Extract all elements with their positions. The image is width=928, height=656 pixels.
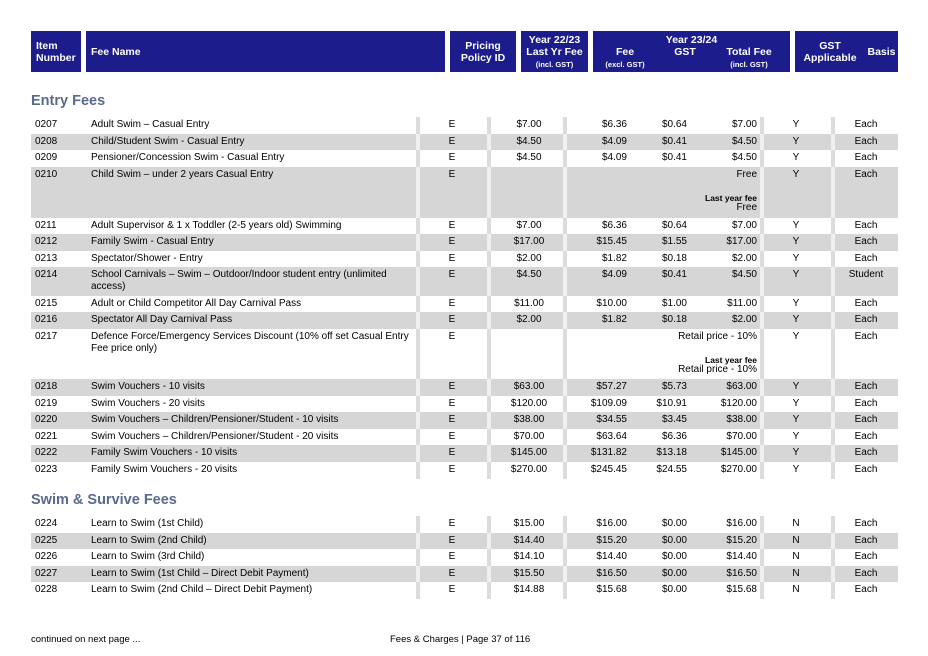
fee-excl-gst: $15.45 xyxy=(596,236,627,247)
gst-amount: $0.64 xyxy=(661,119,687,130)
basis: Each xyxy=(854,518,878,529)
header-last-year-sub: (incl. GST) xyxy=(535,60,574,69)
fee-name: Swim Vouchers - 10 visits xyxy=(91,381,205,392)
gst-applicable: Y xyxy=(792,220,800,231)
last-year-fee: $4.50 xyxy=(516,269,542,280)
fee-excl-gst: $6.36 xyxy=(601,220,627,231)
column-divider xyxy=(831,312,835,329)
total-fee: $7.00 xyxy=(731,119,757,130)
item-number: 0208 xyxy=(35,136,58,147)
header-total-sub: (incl. GST) xyxy=(730,60,768,69)
fee-excl-gst: $4.09 xyxy=(601,152,627,163)
fee-excl-gst: $4.09 xyxy=(601,136,627,147)
gst-amount: $0.41 xyxy=(661,136,687,147)
gst-applicable: N xyxy=(792,518,800,529)
item-number: 0215 xyxy=(35,298,58,309)
pricing-policy: E xyxy=(448,447,456,458)
fee-name: Learn to Swim (1st Child) xyxy=(91,518,204,529)
fee-name: Swim Vouchers - 20 visits xyxy=(91,398,205,409)
total-fee: $270.00 xyxy=(720,464,757,475)
fee-name: Swim Vouchers – Children/Pensioner/Student - 20 visits xyxy=(91,431,339,442)
item-number: 0224 xyxy=(35,518,58,529)
continued-note: continued on next page ... xyxy=(31,634,141,645)
pricing-policy: E xyxy=(448,518,456,529)
basis: Each xyxy=(854,169,878,180)
table-row xyxy=(31,396,898,412)
total-fee: $120.00 xyxy=(720,398,757,409)
header-fee-name: Fee Name xyxy=(86,31,445,72)
last-year-label: Last year fee xyxy=(705,193,757,203)
gst-applicable: Y xyxy=(792,314,800,325)
gst-amount: $5.73 xyxy=(661,381,687,392)
table-header xyxy=(31,31,898,72)
fee-excl-gst: $63.64 xyxy=(596,431,627,442)
pricing-policy: E xyxy=(448,551,456,562)
item-number: 0221 xyxy=(35,431,58,442)
gst-applicable: N xyxy=(792,551,800,562)
fee-excl-gst: $6.36 xyxy=(601,119,627,130)
pricing-policy: E xyxy=(448,152,456,163)
fee-name: Adult Swim – Casual Entry xyxy=(91,119,210,130)
gst-amount: $0.41 xyxy=(661,152,687,163)
fee-name: Family Swim - Casual Entry xyxy=(91,236,214,247)
total-fee: $14.40 xyxy=(726,551,757,562)
item-number: 0220 xyxy=(35,414,58,425)
last-year-fee: $2.00 xyxy=(516,314,542,325)
gst-applicable: Y xyxy=(792,398,800,409)
column-divider xyxy=(831,412,835,429)
column-divider xyxy=(831,251,835,267)
item-number: 0211 xyxy=(35,220,57,231)
column-divider xyxy=(831,566,835,582)
fee-excl-gst: $57.27 xyxy=(596,381,627,392)
gst-applicable: Y xyxy=(792,169,800,180)
gst-applicable: Y xyxy=(792,152,800,163)
fee-name: School Carnivals – Swim – Outdoor/Indoor student entry (unlimited access) xyxy=(91,269,387,292)
fee-excl-gst: $245.45 xyxy=(590,464,627,475)
total-fee: $17.00 xyxy=(726,236,757,247)
section-title: Entry Fees xyxy=(31,93,106,109)
page-number: Fees & Charges | Page 37 of 116 xyxy=(390,634,531,645)
table-row xyxy=(31,582,898,599)
total-fee: $15.20 xyxy=(726,535,757,546)
column-divider xyxy=(831,117,835,134)
column-divider xyxy=(831,445,835,462)
table-row xyxy=(31,296,898,312)
gst-applicable: Y xyxy=(792,136,800,147)
pricing-policy: E xyxy=(448,331,456,342)
column-divider xyxy=(831,150,835,167)
fee-name: Child/Student Swim - Casual Entry xyxy=(91,136,245,147)
gst-amount: $0.00 xyxy=(661,551,687,562)
gst-applicable: Y xyxy=(792,236,800,247)
pricing-policy: E xyxy=(448,431,456,442)
header-item-number: Item Number xyxy=(31,31,81,72)
item-number: 0209 xyxy=(35,152,58,163)
fee-name: Adult Supervisor & 1 x Toddler (2-5 years old) Swimming xyxy=(91,220,342,231)
basis: Each xyxy=(854,236,878,247)
table-row xyxy=(31,379,898,396)
total-fee: $2.00 xyxy=(731,314,757,325)
last-year-label: Last year fee xyxy=(705,355,757,365)
gst-amount: $1.55 xyxy=(661,236,687,247)
table-row xyxy=(31,462,898,479)
gst-amount: $0.00 xyxy=(661,584,687,595)
gst-applicable: N xyxy=(792,584,800,595)
table-row xyxy=(31,329,898,379)
pricing-policy: E xyxy=(448,584,456,595)
fee-excl-gst: $16.00 xyxy=(596,518,627,529)
fee-excl-gst: $131.82 xyxy=(590,447,627,458)
fee-name: Learn to Swim (2nd Child – Direct Debit Payment) xyxy=(91,584,313,595)
gst-applicable: Y xyxy=(792,447,800,458)
column-divider xyxy=(831,549,835,566)
basis: Each xyxy=(854,414,878,425)
fee-excl-gst: $15.68 xyxy=(596,584,627,595)
table-row xyxy=(31,312,898,329)
fee-name: Pensioner/Concession Swim - Casual Entry xyxy=(91,152,285,163)
gst-applicable: Y xyxy=(792,331,800,342)
pricing-policy: E xyxy=(448,398,456,409)
table-row xyxy=(31,150,898,167)
table-row xyxy=(31,218,898,234)
gst-amount: $24.55 xyxy=(656,464,687,475)
gst-applicable: Y xyxy=(792,269,800,280)
gst-applicable: Y xyxy=(792,253,800,264)
item-number: 0225 xyxy=(35,535,58,546)
item-number: 0216 xyxy=(35,314,58,325)
header-gst: GST xyxy=(674,46,696,58)
gst-amount: $6.36 xyxy=(661,431,687,442)
gst-amount: $0.64 xyxy=(661,220,687,231)
table-row xyxy=(31,234,898,251)
basis: Each xyxy=(854,253,878,264)
gst-amount: $0.18 xyxy=(661,314,687,325)
last-year-fee: $38.00 xyxy=(513,414,545,425)
pricing-policy: E xyxy=(448,253,456,264)
last-year-fee: $17.00 xyxy=(513,236,545,247)
gst-applicable: Y xyxy=(792,414,800,425)
gst-applicable: N xyxy=(792,568,800,579)
column-divider xyxy=(831,462,835,479)
last-year-note: Retail price - 10% xyxy=(678,364,757,375)
column-divider xyxy=(563,329,567,379)
header-basis: Basis xyxy=(865,31,898,72)
header-fee-sub: (excl. GST) xyxy=(605,60,645,69)
item-number: 0213 xyxy=(35,253,58,264)
pricing-policy: E xyxy=(448,169,456,180)
pricing-policy: E xyxy=(448,414,456,425)
pricing-policy: E xyxy=(448,464,456,475)
gst-applicable: Y xyxy=(792,464,800,475)
table-row xyxy=(31,516,898,533)
item-number: 0228 xyxy=(35,584,58,595)
total-fee: $15.68 xyxy=(726,584,757,595)
fee-name: Swim Vouchers – Children/Pensioner/Student - 10 visits xyxy=(91,414,339,425)
column-divider xyxy=(831,379,835,396)
column-divider xyxy=(831,329,835,379)
fee-name: Learn to Swim (2nd Child) xyxy=(91,535,207,546)
fee-name: Family Swim Vouchers - 10 visits xyxy=(91,447,238,458)
table-row xyxy=(31,429,898,445)
basis: Each xyxy=(854,535,878,546)
table-row xyxy=(31,445,898,462)
column-divider xyxy=(831,516,835,533)
column-divider xyxy=(831,296,835,312)
last-year-fee: $14.10 xyxy=(513,551,545,562)
header-pricing-policy: Pricing Policy ID xyxy=(450,31,516,72)
fee-name: Child Swim – under 2 years Casual Entry xyxy=(91,169,274,180)
column-divider xyxy=(831,134,835,150)
last-year-fee: $63.00 xyxy=(513,381,545,392)
header-year-label: Year 23/24 xyxy=(665,34,718,46)
last-year-fee: $11.00 xyxy=(514,298,544,309)
fee-excl-gst: $4.09 xyxy=(601,269,627,280)
last-year-fee: $70.00 xyxy=(513,431,545,442)
table-row xyxy=(31,412,898,429)
item-number: 0226 xyxy=(35,551,58,562)
fee-excl-gst: $1.82 xyxy=(601,253,627,264)
basis: Each xyxy=(854,568,878,579)
pricing-policy: E xyxy=(448,568,456,579)
table-row xyxy=(31,117,898,134)
column-divider xyxy=(563,167,567,218)
total-fee: $7.00 xyxy=(731,220,757,231)
fee-name: Family Swim Vouchers - 20 visits xyxy=(91,464,238,475)
last-year-fee: $145.00 xyxy=(510,447,548,458)
gst-applicable: Y xyxy=(792,119,800,130)
last-year-fee: $7.00 xyxy=(516,220,542,231)
item-number: 0207 xyxy=(35,119,58,130)
table-row xyxy=(31,267,898,296)
pricing-policy: E xyxy=(448,236,456,247)
basis: Each xyxy=(854,551,878,562)
fee-name: Spectator All Day Carnival Pass xyxy=(91,314,233,325)
last-year-fee: $2.00 xyxy=(516,253,542,264)
table-row xyxy=(31,251,898,267)
total-fee: $4.50 xyxy=(731,136,757,147)
fee-name: Spectator/Shower - Entry xyxy=(91,253,203,264)
column-divider xyxy=(831,533,835,549)
basis: Each xyxy=(854,398,878,409)
last-year-fee: $4.50 xyxy=(516,136,542,147)
fee-name: Learn to Swim (1st Child – Direct Debit Payment) xyxy=(91,568,309,579)
gst-amount: $0.41 xyxy=(661,269,687,280)
column-divider xyxy=(831,234,835,251)
gst-amount: $0.00 xyxy=(661,568,687,579)
basis: Each xyxy=(854,119,878,130)
basis: Each xyxy=(854,298,878,309)
fee-excl-gst: $109.09 xyxy=(590,398,627,409)
total-fee: $70.00 xyxy=(726,431,757,442)
pricing-policy: E xyxy=(448,298,456,309)
total-fee: $16.50 xyxy=(726,568,757,579)
table-row xyxy=(31,134,898,150)
total-fee: $63.00 xyxy=(726,381,757,392)
pricing-policy: E xyxy=(448,269,456,280)
last-year-note: Free xyxy=(736,202,757,213)
fee-note: Retail price - 10% xyxy=(678,331,757,342)
fee-excl-gst: $10.00 xyxy=(596,298,627,309)
column-divider xyxy=(831,218,835,234)
basis: Each xyxy=(854,447,878,458)
fee-name: Learn to Swim (3rd Child) xyxy=(91,551,205,562)
gst-amount: $1.00 xyxy=(661,298,687,309)
gst-amount: $3.45 xyxy=(661,414,687,425)
last-year-fee: $15.00 xyxy=(513,518,545,529)
total-fee: $145.00 xyxy=(720,447,757,458)
total-fee: $11.00 xyxy=(727,298,757,309)
gst-amount: $10.91 xyxy=(656,398,687,409)
item-number: 0219 xyxy=(35,398,58,409)
basis: Each xyxy=(854,220,878,231)
item-number: 0212 xyxy=(35,236,58,247)
item-number: 0214 xyxy=(35,269,58,280)
total-fee: $4.50 xyxy=(731,269,757,280)
item-number: 0218 xyxy=(35,381,58,392)
item-number: 0217 xyxy=(35,331,58,342)
gst-applicable: Y xyxy=(792,298,800,309)
section-title: Swim & Survive Fees xyxy=(31,492,177,508)
fee-excl-gst: $14.40 xyxy=(596,551,627,562)
last-year-fee: $15.50 xyxy=(513,568,545,579)
header-last-year-mid: Last Yr Fee xyxy=(526,46,583,58)
table-row xyxy=(31,566,898,582)
column-divider xyxy=(831,429,835,445)
pricing-policy: E xyxy=(448,220,456,231)
header-last-year-top: Year 22/23 xyxy=(528,34,581,46)
basis: Each xyxy=(854,136,878,147)
fee-excl-gst: $1.82 xyxy=(601,314,627,325)
fee-excl-gst: $15.20 xyxy=(596,535,627,546)
fee-excl-gst: $16.50 xyxy=(596,568,627,579)
item-number: 0223 xyxy=(35,464,58,475)
fee-excl-gst: $34.55 xyxy=(596,414,627,425)
last-year-fee: $270.00 xyxy=(510,464,548,475)
basis: Each xyxy=(854,584,878,595)
basis: Each xyxy=(854,381,878,392)
last-year-fee: $14.40 xyxy=(513,535,545,546)
fee-name: Adult or Child Competitor All Day Carnival Pass xyxy=(91,298,302,309)
last-year-fee: $120.00 xyxy=(510,398,548,409)
header-total-fee: Total Fee xyxy=(726,46,772,58)
last-year-fee: $7.00 xyxy=(516,119,542,130)
last-year-fee: $14.88 xyxy=(513,584,545,595)
column-divider xyxy=(831,582,835,599)
header-fee: Fee xyxy=(615,46,635,58)
pricing-policy: E xyxy=(448,136,456,147)
gst-amount: $0.18 xyxy=(661,253,687,264)
item-number: 0210 xyxy=(35,169,58,180)
table-row xyxy=(31,533,898,549)
table-row xyxy=(31,167,898,218)
total-fee: $38.00 xyxy=(726,414,757,425)
gst-applicable: Y xyxy=(792,431,800,442)
pricing-policy: E xyxy=(448,535,456,546)
table-row xyxy=(31,549,898,566)
pricing-policy: E xyxy=(448,314,456,325)
gst-amount: $0.00 xyxy=(661,518,687,529)
basis: Each xyxy=(854,331,878,342)
pricing-policy: E xyxy=(448,119,456,130)
basis: Each xyxy=(854,464,878,475)
item-number: 0222 xyxy=(35,447,58,458)
column-divider xyxy=(831,396,835,412)
fee-name: Defence Force/Emergency Services Discount (10% off set Casual Entry Fee price only) xyxy=(91,331,409,354)
gst-amount: $13.18 xyxy=(656,447,687,458)
basis: Each xyxy=(854,152,878,163)
gst-applicable: Y xyxy=(792,381,800,392)
gst-amount: $0.00 xyxy=(661,535,687,546)
column-divider xyxy=(831,267,835,296)
last-year-fee: $4.50 xyxy=(516,152,542,163)
item-number: 0227 xyxy=(35,568,58,579)
total-fee: $2.00 xyxy=(731,253,757,264)
basis: Each xyxy=(854,431,878,442)
pricing-policy: E xyxy=(448,381,456,392)
basis: Student xyxy=(848,269,884,280)
fee-note: Free xyxy=(736,169,757,180)
total-fee: $16.00 xyxy=(726,518,757,529)
basis: Each xyxy=(854,314,878,325)
total-fee: $4.50 xyxy=(731,152,757,163)
column-divider xyxy=(831,167,835,218)
gst-applicable: N xyxy=(792,535,800,546)
header-gst-applicable: GST Applicable xyxy=(795,31,865,72)
